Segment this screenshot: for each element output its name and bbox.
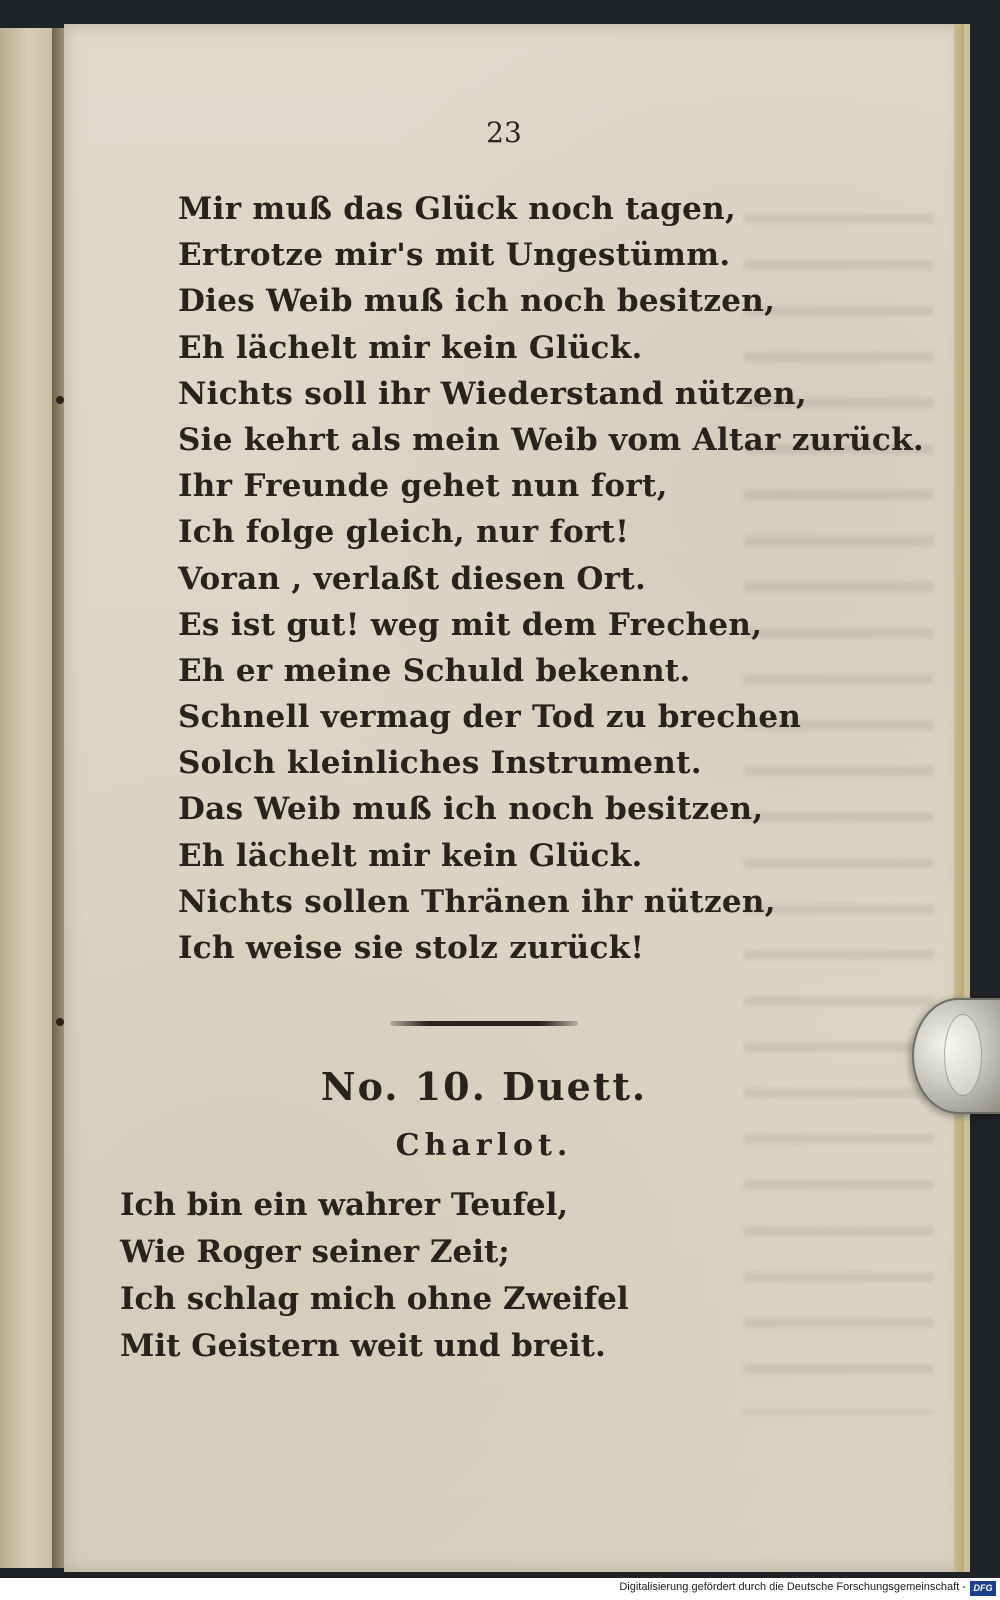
poem-line: Eh lächelt mir kein Glück. [178, 329, 643, 366]
poem-line: Eh lächelt mir kein Glück. [178, 837, 643, 874]
poem-line: Sie kehrt als mein Weib vom Altar zurück. [178, 421, 924, 458]
poem-line: Solch kleinliches Instrument. [178, 745, 702, 782]
poem-line: Es ist gut! weg mit dem Frechen, [178, 606, 763, 643]
clip-highlight [944, 1014, 982, 1096]
poem-line: Mir muß das Glück noch tagen, [178, 191, 737, 227]
poem-line: Voran , verlaßt diesen Ort. [178, 560, 647, 597]
verse-line: Ich schlag mich ohne Zweifel [120, 1281, 629, 1317]
page-clip [912, 998, 1000, 1114]
verse-line: Mit Geistern weit und breit. [120, 1328, 606, 1364]
digitization-footer [0, 1578, 1000, 1600]
page-edge [954, 24, 964, 1572]
binding-hole [56, 396, 64, 404]
dfg-logo: DFG [970, 1581, 996, 1596]
section-title: No. 10. Duett. [320, 1064, 648, 1109]
facing-page-edge [0, 28, 54, 1568]
section-divider [390, 1021, 578, 1026]
verse-line: Wie Roger seiner Zeit; [120, 1234, 510, 1270]
page-number: 23 [486, 116, 522, 149]
poem-line: Ertrotze mir's mit Ungestümm. [178, 237, 731, 274]
speaker-name: Charlot. [395, 1128, 573, 1163]
poem-line: Dies Weib muß ich noch besitzen, [178, 283, 776, 320]
poem-line: Ich folge gleich, nur fort! [178, 514, 630, 551]
book-page [64, 24, 970, 1572]
poem-line: Schnell vermag der Tod zu brechen [178, 699, 802, 736]
verse-line: Ich bin ein wahrer Teufel, [120, 1187, 569, 1223]
poem-line: Ich weise sie stolz zurück! [178, 930, 645, 966]
binding-hole [56, 1018, 64, 1026]
poem-line: Nichts soll ihr Wiederstand nützen, [178, 375, 807, 412]
poem-line: Nichts sollen Thränen ihr nützen, [178, 883, 776, 920]
poem-line: Das Weib muß ich noch besitzen, [178, 791, 764, 828]
footer-credit: Digitalisierung gefördert durch die Deutsche Forschungsgemeinschaft - [619, 1581, 966, 1593]
poem-line: Ihr Freunde gehet nun fort, [178, 468, 668, 505]
verse-text [120, 1182, 820, 1370]
poem-text [178, 186, 924, 971]
poem-line: Eh er meine Schuld bekennt. [178, 652, 691, 689]
